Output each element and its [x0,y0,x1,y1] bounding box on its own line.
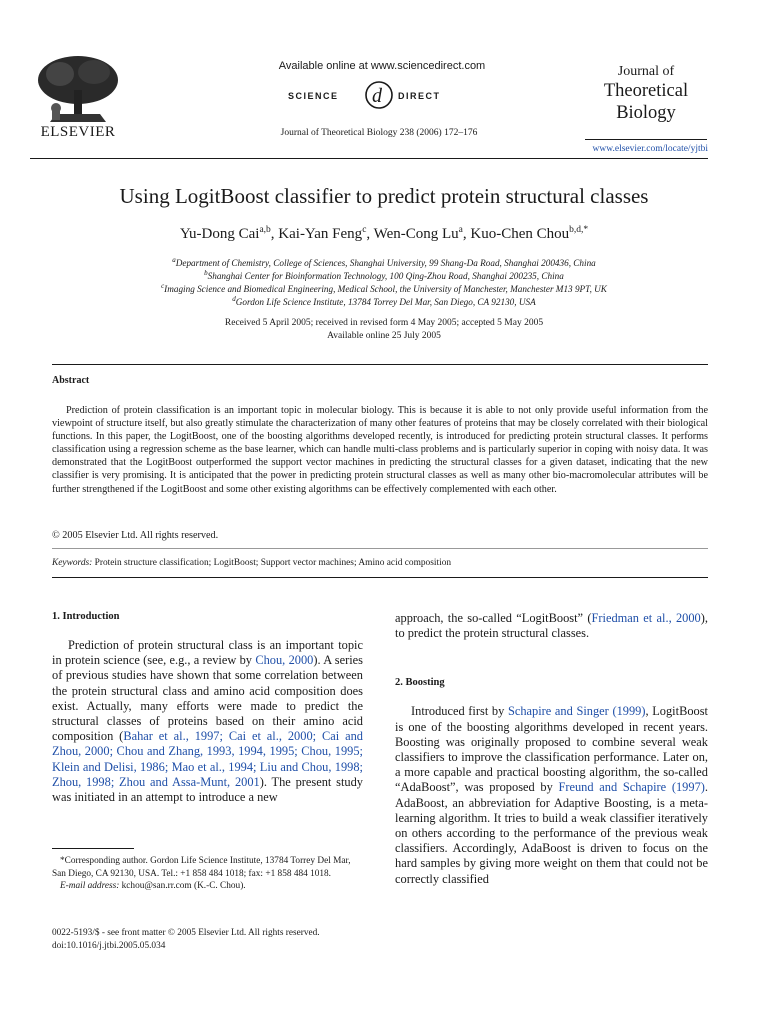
received-dates: Received 5 April 2005; received in revised form 4 May 2005; accepted 5 May 2005 [224,318,544,328]
body-text: , LogitBoost is one of the boosting algorithms developed in recent years. Boosting was originally proposed to combine several weak classifiers to improve the classification performance. Later on, a more capable and practical boosting algorithm, the so-called “AdaBoost”, was proposed by [395,704,708,795]
author-name: Wen-Cong Lu [373,226,459,242]
left-column [52,611,363,805]
affiliation-sup: b [204,269,208,277]
journal-title-line3: Biology [616,103,676,123]
author-name: Yu-Dong Cai [179,226,260,242]
keywords [52,558,451,568]
continued-paragraph [395,611,708,641]
svg-text:d: d [372,85,382,107]
affiliation-sup: c [161,282,165,290]
section-heading-boosting: 2. Boosting [395,677,445,689]
abstract-copyright: © 2005 Elsevier Ltd. All rights reserved. [52,530,219,541]
footnote-divider [52,848,134,849]
citation-link[interactable]: Friedman et al., 2000 [591,611,701,625]
email-address[interactable]: kchou@san.rr.com (K.-C. Chou). [121,881,246,892]
boosting-paragraph [395,704,708,886]
section-heading-introduction: 1. Introduction [52,611,120,622]
abstract-body [52,404,708,496]
corresponding-author-note: *Corresponding author. Gordon Life Science Institute, 13784 Torrey Del Mar, San Diego, CA 92130, USA. Tel.: +1 858 484 1018; fax: +1 858 484 1018. [52,856,351,879]
author-name: Kai-Yan Feng [278,226,363,242]
affiliation-sup: d [232,295,236,303]
affiliation-text: Shanghai Center for Bioinformation Technology, 100 Qing-Zhou Road, Shanghai 200235, China [207,271,564,282]
sciencedirect-right-text: DIRECT [398,91,441,101]
affiliation-text: Imaging Science and Biomedical Engineering, Medical School, the University of Manchester, Manchester M13 9PT, UK [164,284,607,295]
introduction-paragraph [52,638,363,805]
issn-text: 0022-5193/$ - see front matter © 2005 Elsevier Ltd. All rights reserved. [52,928,320,938]
citation-link[interactable]: Chou, 2000 [255,653,314,668]
intro-text: ). A series of previous studies have shown that some correlation between the protein structural class and amino acid composition does exist. Actually, many efforts were made to predict the structural classes of proteins based on their amino acid composition ( [52,653,363,744]
author-sup: b,d,* [569,225,589,235]
keywords-divider [52,548,708,549]
article-title: Using LogitBoost classifier to predict protein structural classes [119,184,649,208]
author-sep: , [462,226,471,242]
journal-title-box [585,62,707,140]
citation-link[interactable]: Schapire and Singer (1999) [507,704,646,719]
doi-text[interactable]: doi:10.1016/j.jtbi.2005.05.034 [52,940,166,951]
abstract-heading: Abstract [52,375,90,386]
footnote [52,855,363,893]
body-text: Introduced first by [411,704,508,719]
available-date: Available online 25 July 2005 [327,331,441,341]
sciencedirect-logo[interactable] [288,78,470,112]
issn-doi-block [52,927,372,952]
body-text: . AdaBoost, an abbreviation for Adaptive Boosting, is a meta-learning algorithm. It tries to build a weak classifier iteratively on others according to the performance of the previous weak classifiers. Accordingly, AdaBoost is driven to focus on the hard samples by giving more weight on them that could not be correctly classified [395,780,708,886]
body-text: approach, the so-called “LogitBoost” ( [395,611,592,625]
abstract-divider [52,364,708,365]
keywords-text: Protein structure classification; LogitBoost; Support vector machines; Amino acid composition [94,558,452,568]
body-text: ), to predict the protein structural classes. [395,611,708,641]
intro-text: ). The present study was initiated in an attempt to introduce a new [52,774,363,805]
journal-title-line2: Theoretical [603,81,689,101]
journal-reference: Journal of Theoretical Biology 238 (2006) 172–176 [280,128,478,138]
right-column [395,611,708,887]
journal-url-link[interactable]: www.elsevier.com/locate/yjtbi [592,144,708,154]
author-sup: a,b [259,225,271,235]
author-sup: a [458,225,463,235]
citation-link[interactable]: Freund and Schapire (1997) [558,780,705,795]
available-online-link[interactable]: Available online at www.sciencedirect.com [278,60,486,72]
intro-text: Prediction of protein structural class is an important topic in protein science (see, e.g., a review by [52,638,363,668]
affiliation-sup: a [172,256,176,264]
keywords-label: Keywords: [52,558,93,568]
abstract-text: Prediction of protein classification is an important topic in molecular biology. This is because it is able to not only provide useful information from the viewpoint of structure itself, but also greatly stimulate the characterization of many other features of proteins that may be closely correlated with their biological functions. In this paper, the LogitBoost, one of the boosting algorithms developed recently, is introduced for predicting protein structural classes. It performs classification using a regression scheme as the base learner, which can handle multi-class problems and is particularly superior in coping with noisy data. It was demonstrated that the LogitBoost outperformed the support vector machines in predicting the structural classes for a given dataset, indicating that the new classifier is very promising. It is anticipated that the power in predicting protein structural classes as well as many other bio-macromolecular attributes will be further strengthened if the LogitBoost and some other existing algorithms can be effectively complemented with each other. [52,405,708,495]
header-divider [30,158,708,159]
sciencedirect-left-text: SCIENCE [288,91,339,101]
affiliation-text: Gordon Life Science Institute, 13784 Torrey Del Mar, San Diego, CA 92130, USA [235,297,536,308]
affiliation-text: Department of Chemistry, College of Sciences, Shanghai University, 99 Shang-Da Road, Shanghai 200436, China [175,258,596,269]
author-list [30,225,738,243]
author-name: Kuo-Chen Chou [470,226,570,242]
body-divider [52,577,708,578]
author-sup: c [362,225,367,235]
affiliation [30,269,738,281]
affiliation [30,295,738,307]
publisher-name: ELSEVIER [40,124,116,140]
author-sep: , [366,226,374,242]
journal-title-line1: Journal of [617,64,675,79]
affiliation [30,256,738,268]
affiliation [30,282,738,294]
author-sep: , [270,226,279,242]
email-label: E-mail address: [60,881,120,892]
citation-link[interactable]: Bahar et al., 1997; Cai et al., 2000; Cai and Zhou, 2000; Chou and Zhang, 1993, 1994, 1995; Chou, 1995; Klein and Delisi, 1986; Mao et al., 1994; Liu and Chou, 1998; Zhou, 1998; Zhou and Assa-Munt, 2001 [52,729,363,789]
